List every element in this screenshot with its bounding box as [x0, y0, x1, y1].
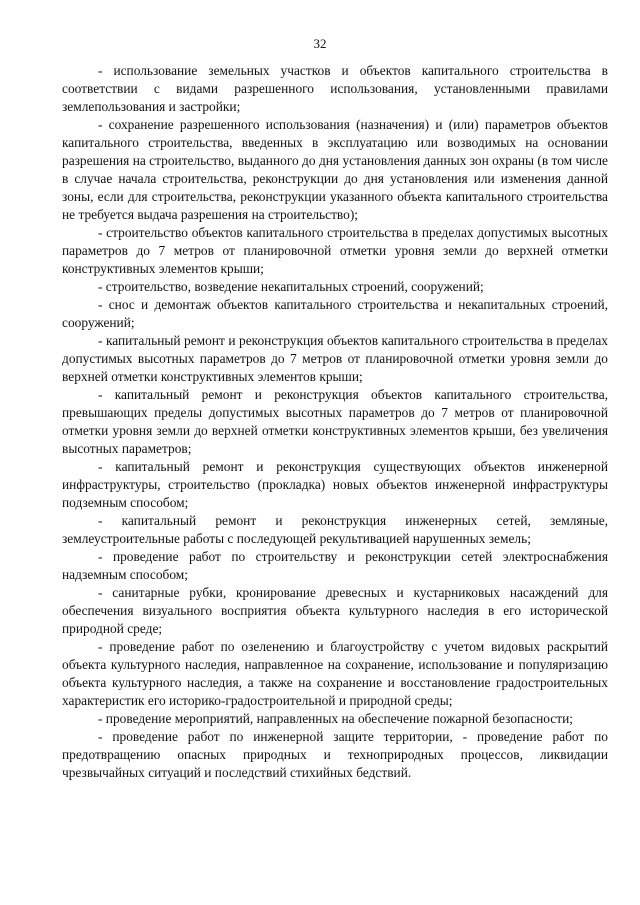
list-item: - санитарные рубки, кронирование древесных и кустарниковых насаждений для обеспечения визуального восприятия объекта культурного наследия в его исторической природной среде;	[62, 585, 608, 636]
list-item: - снос и демонтаж объектов капитального строительства и некапитальных строений, сооружений;	[62, 297, 608, 330]
list-item: - проведение работ по строительству и реконструкции сетей электроснабжения надземным способом;	[62, 549, 608, 582]
list-item: - строительство, возведение некапитальных строений, сооружений;	[98, 279, 484, 294]
page-number: 32	[313, 36, 327, 51]
list-item: - капитальный ремонт и реконструкция объектов капитального строительства в пределах допустимых высотных параметров до 7 метров от планировочной отметки уровня земли до верхней отметки конструктивных элементов крыши;	[62, 333, 608, 384]
list-item: - использование земельных участков и объектов капитального строительства в соответствии с видами разрешенного использования, установленными правилами землепользования и застройки;	[62, 63, 608, 114]
list-item: - капитальный ремонт и реконструкция инженерных сетей, земляные, землеустроительные работы с последующей рекультивацией нарушенных земель;	[62, 513, 608, 546]
page-body	[62, 62, 608, 782]
list-item: - проведение работ по инженерной защите территории, - проведение работ по предотвращению опасных природных и техноприродных процессов, ликвидации чрезвычайных ситуаций и последствий стихийных бедствий.	[62, 729, 608, 780]
list-item: - строительство объектов капитального строительства в пределах допустимых высотных параметров до 7 метров от планировочной отметки уровня земли до верхней отметки конструктивных элементов крыши;	[62, 225, 608, 276]
list-item: - проведение мероприятий, направленных на обеспечение пожарной безопасности;	[98, 711, 573, 726]
list-item: - капитальный ремонт и реконструкция существующих объектов инженерной инфраструктуры, строительство (прокладка) новых объектов инженерной инфраструктуры подземным способом;	[62, 459, 608, 510]
list-item: - сохранение разрешенного использования (назначения) и (или) параметров объектов капитального строительства, введенных в эксплуатацию или возводимых на основании разрешения на строительство, выданного до дня установления данных зон охраны (в том числе в случае начала строительства, реконструкции до дня установления или изменения данной зоны, если для строительства, реконструкции указанного объекта капитального строительства не требуется выдача разрешения на строительство);	[62, 117, 608, 222]
list-item: - капитальный ремонт и реконструкция объектов капитального строительства, превышающих пределы допустимых высотных параметров до 7 метров от планировочной отметки уровня земли до верхней отметки конструктивных элементов крыши, без увеличения высотных параметров;	[62, 387, 608, 456]
list-item: - проведение работ по озеленению и благоустройству с учетом видовых раскрытий объекта культурного наследия, направленное на сохранение, использование и популяризацию объекта культурного наследия, а также на сохранение и восстановление градостроительных характеристик его историко-градостроительной и природной среды;	[62, 639, 608, 708]
